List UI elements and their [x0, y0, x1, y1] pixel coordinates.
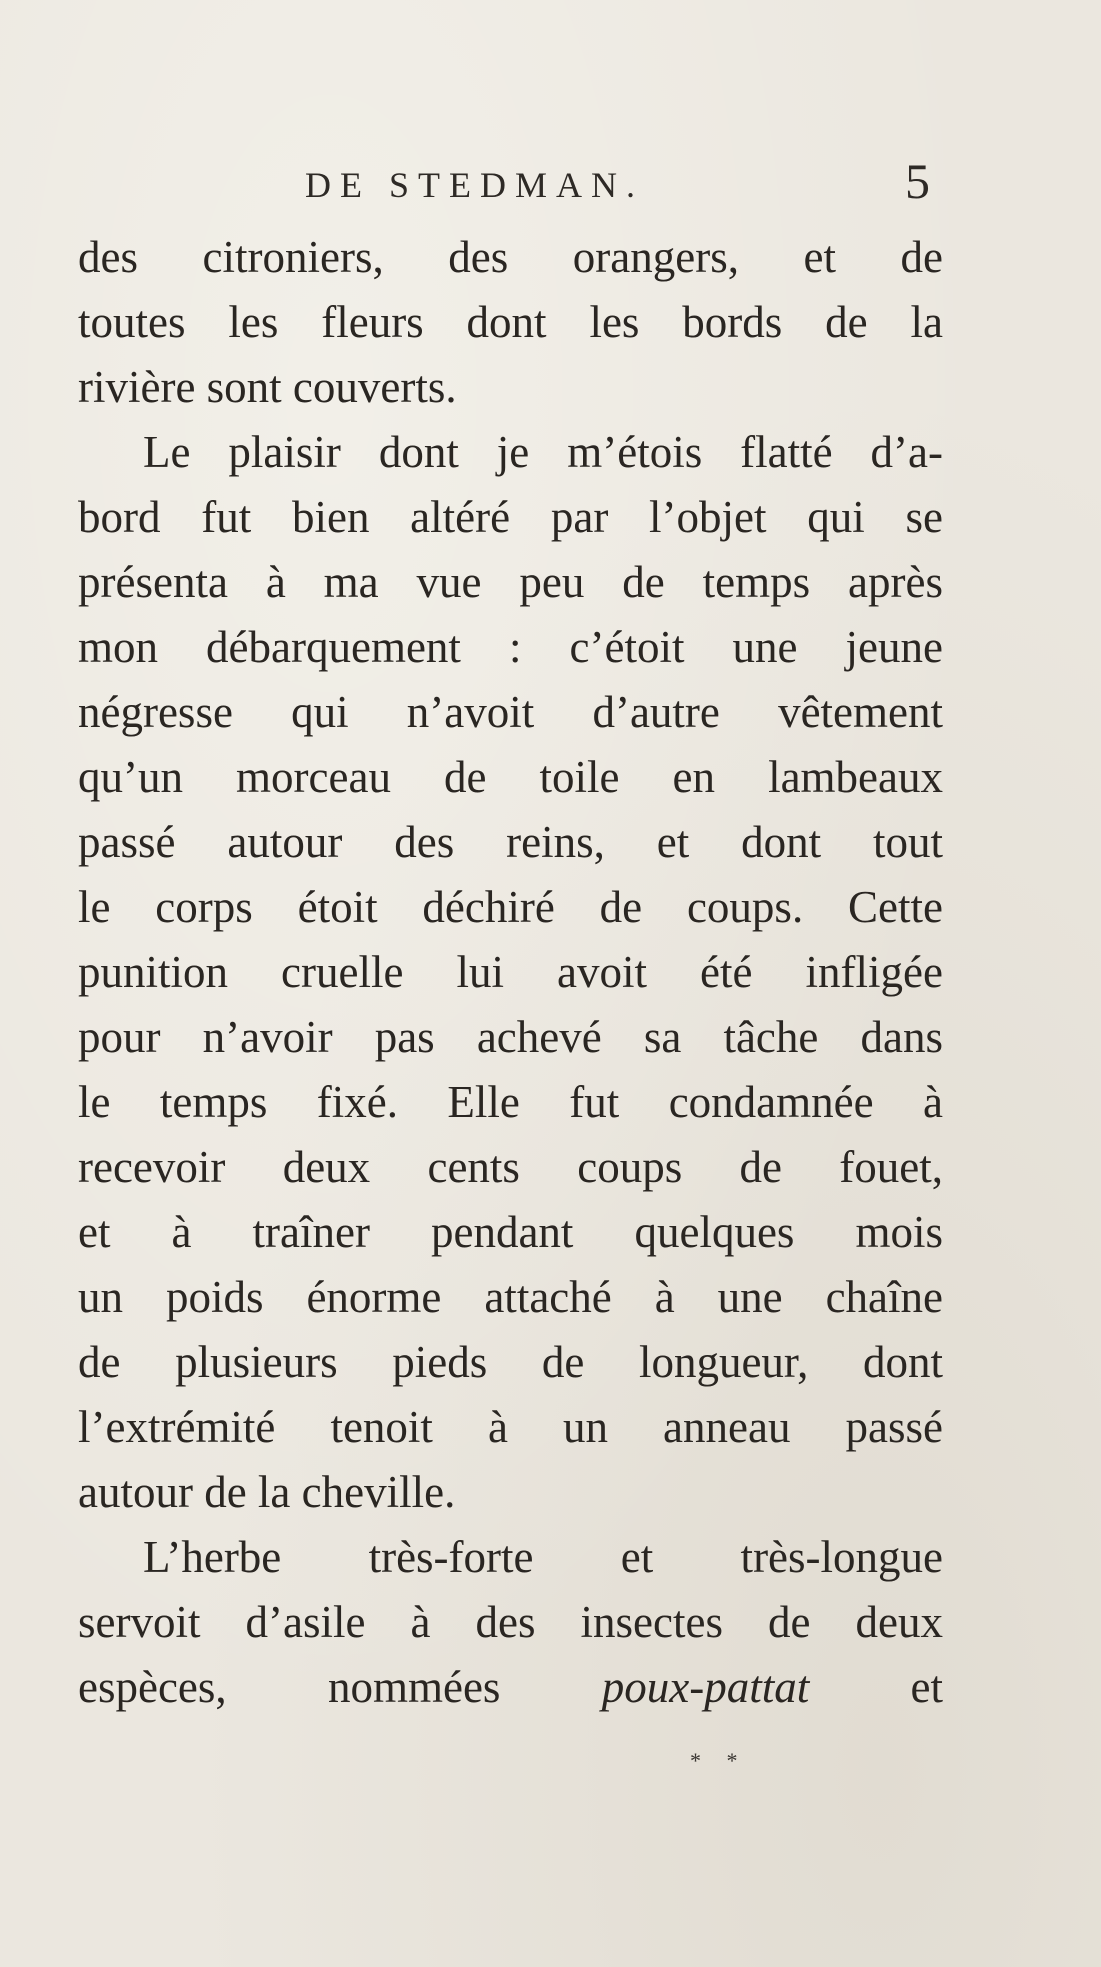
text-segment: et: [910, 1662, 943, 1712]
text-line-with-italic: [78, 1655, 943, 1720]
page-header: [0, 152, 1101, 222]
text-line: passé autour des reins, et dont tout: [78, 817, 943, 867]
text-line: L’herbe très-forte et très-longue: [143, 1532, 943, 1582]
text-line: un poids énorme attaché à une chaîne: [78, 1272, 943, 1322]
page-number: 5: [905, 153, 930, 209]
text-line: l’extrémité tenoit à un anneau passé: [78, 1402, 943, 1452]
text-line: recevoir deux cents coups de fouet,: [78, 1142, 943, 1192]
running-head: DE STEDMAN.: [305, 165, 644, 205]
text-line: des citroniers, des orangers, et de: [78, 232, 943, 282]
text-line: bord fut bien altéré par l’objet qui se: [78, 492, 943, 542]
text-line: autour de la cheville.: [78, 1467, 456, 1517]
text-line: servoit d’asile à des insectes de deux: [78, 1597, 943, 1647]
text-line: de plusieurs pieds de longueur, dont: [78, 1337, 943, 1387]
text-line: et à traîner pendant quelques mois: [78, 1207, 943, 1257]
text-segment: espèces, nommées: [78, 1662, 501, 1712]
text-line: présenta à ma vue peu de temps après: [78, 557, 943, 607]
body-text: [78, 225, 943, 1720]
text-line: rivière sont couverts.: [78, 362, 457, 412]
text-line: Le plaisir dont je m’étois flatté d’a-: [143, 427, 943, 477]
text-line: punition cruelle lui avoit été infligée: [78, 947, 943, 997]
italic-term: poux-pattat: [601, 1662, 810, 1712]
text-line: le corps étoit déchiré de coups. Cette: [78, 882, 943, 932]
text-line: le temps fixé. Elle fut condamnée à: [78, 1077, 943, 1127]
signature-mark: * *: [690, 1748, 748, 1773]
text-line: pour n’avoir pas achevé sa tâche dans: [78, 1012, 943, 1062]
text-line: qu’un morceau de toile en lambeaux: [78, 752, 943, 802]
text-line: négresse qui n’avoit d’autre vêtement: [78, 687, 943, 737]
text-line: toutes les fleurs dont les bords de la: [78, 297, 943, 347]
text-line: mon débarquement : c’étoit une jeune: [78, 622, 943, 672]
